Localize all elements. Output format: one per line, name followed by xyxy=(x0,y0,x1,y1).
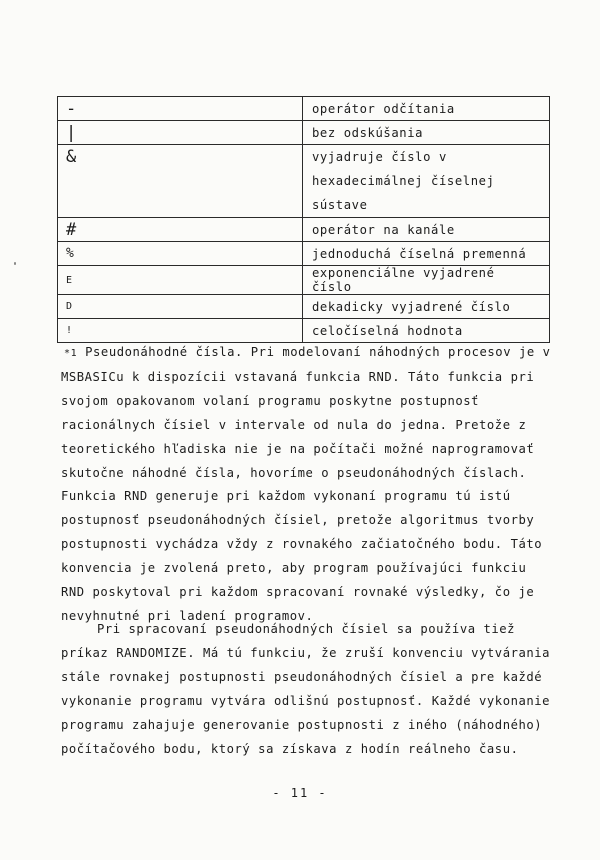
table-row xyxy=(58,145,550,218)
table-row xyxy=(58,121,550,145)
symbol-cell: | xyxy=(58,121,303,145)
description-cell: operátor na kanále xyxy=(303,218,550,242)
symbol-cell: - xyxy=(58,97,303,121)
table-row xyxy=(58,266,550,295)
description-cell: celočíselná hodnota xyxy=(303,319,550,343)
table-row xyxy=(58,242,550,266)
paragraph-randomize: Pri spracovaní pseudonáhodných čísiel sa používa tiež príkaz RANDOMIZE. Má tú funkciu, že zruší konvenciu vytvárania stále rovnakej postupnosti pseudonáhodných čísiel a pre každé vykonanie programu vytvára odlišnú postupnosť. Každé vykonanie programu zahajuje generovanie postupnosti z iného (náhodného) počítačového bodu, ktorý sa získava z hodín reálneho času. xyxy=(61,622,551,756)
description-cell: exponenciálne vyjadrené číslo xyxy=(303,266,550,295)
symbol-cell: ! xyxy=(58,319,303,343)
paragraph-pseudorandom xyxy=(61,341,551,629)
table-row xyxy=(58,97,550,121)
symbol-cell: # xyxy=(58,218,303,242)
paragraph-text: Pseudonáhodné čísla. Pri modelovaní náhodných procesov je v MSBASICu k dispozícii vstavaná funkcia RND. Táto funkcia pri svojom opakovanom volaní programu poskytne postupnosť racionálnych čísiel v intervale od nula do jedna. Pretože z teoretického hľadiska nie je na počítači možné naprogramovať skutočne náhodné čísla, hovoríme o pseudonáhodných číslach. Funkcia RND generuje pri každom vykonaní programu tú istú postupnosť pseudonáhodných čísiel, pretože algoritmus tvorby postupnosti vychádza vždy z rovnakého začiatočného bodu. Táto konvencia je zvolená preto, aby program používajúci funkciu RND poskytoval pri každom spracovaní rovnaké výsledky, čo je nevyhnutné pri ladení programov. xyxy=(61,345,551,623)
symbol-cell: & xyxy=(58,145,303,218)
table-row xyxy=(58,218,550,242)
description-cell: operátor odčítania xyxy=(303,97,550,121)
footnote-mark: *1 xyxy=(64,348,78,359)
description-cell: vyjadruje číslo v hexadecimálnej číselnej sústave xyxy=(303,145,550,218)
symbol-cell: D xyxy=(58,295,303,319)
symbol-cell: % xyxy=(58,242,303,266)
description-cell: dekadicky vyjadrené číslo xyxy=(303,295,550,319)
description-cell: jednoduchá číselná premenná xyxy=(303,242,550,266)
page-number: - 11 - xyxy=(272,786,328,800)
table-row xyxy=(58,319,550,343)
symbol-table xyxy=(57,96,550,343)
description-cell: bez odskúšania xyxy=(303,121,550,145)
paper-speck xyxy=(14,262,16,265)
table-row xyxy=(58,295,550,319)
symbol-cell: E xyxy=(58,266,303,295)
